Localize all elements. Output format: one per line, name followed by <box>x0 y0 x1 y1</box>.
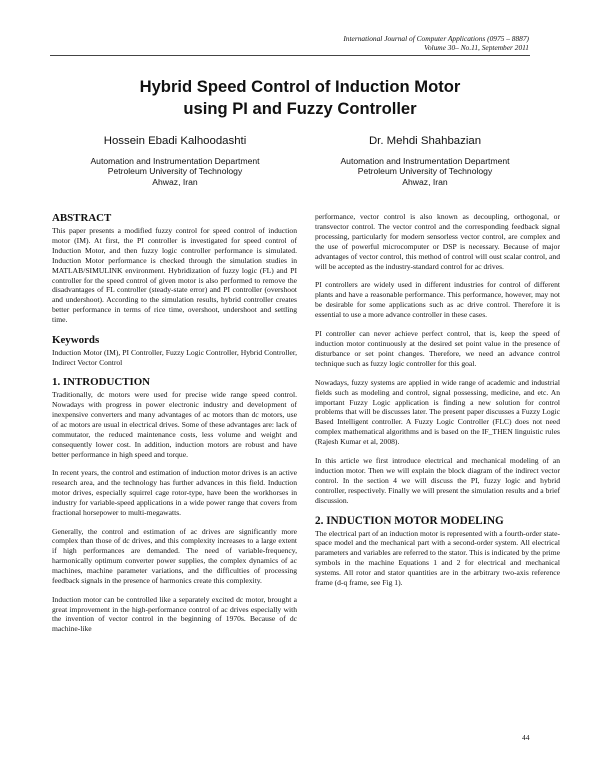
author-name: Hossein Ebadi Kalhoodashti <box>103 135 247 147</box>
body-paragraph: PI controller can never achieve perfect control, that is, keep the speed of induction motor continuously at the desired set point value in the presence of disturbance or set point changes. Therefore, we need an advance control technique such as fuzzy logic controller for this goal. <box>315 329 560 368</box>
body-paragraph: performance, vector control is also known as decoupling, orthogonal, or transvector control. The vector control and the corresponding feedback signal processing, particularly for modern sensorless vector control, are complex and the use of powerful microcomputer or DSP is necessary. Because of major advantages of vector control, this method of control will oust scalar control, and will be accepted as the industry-standard control for ac drives. <box>315 212 560 271</box>
author-block-1 <box>55 135 295 187</box>
page-number: 44 <box>522 733 530 742</box>
title-line-1: Hybrid Speed Control of Induction Motor <box>139 77 461 96</box>
journal-header <box>343 34 529 52</box>
intro-paragraph: Generally, the control and estimation of ac drives are significantly more complex than those of dc drives, and this complexity increases to a large extent if high performances are demanded. The need of variable-frequency, harmonically optimum converter power supplies, the complex dynamics of ac machines, machine parameter variations, and the difficulties of processing feedback signals in the presence of harmonics create this complexity. <box>52 526 297 586</box>
keywords-text: Induction Motor (IM), PI Controller, Fuzzy Logic Controller, Hybrid Controller, Indirect Vector Control <box>52 347 297 367</box>
intro-paragraph: In recent years, the control and estimation of induction motor drives is an active research area, and the technology has further advances in this field. Induction motor drives, especially squirrel cage rotor-type, have been the workhorses in industry for variable-speed applications in a wide power range that covers from fractional horsepower to multi-megawatts. <box>52 468 297 517</box>
author-university: Petroleum University of Technology <box>357 166 493 177</box>
author-name: Dr. Mehdi Shahbazian <box>368 135 482 147</box>
body-paragraph: Nowadays, fuzzy systems are applied in wide range of academic and industrial fields such as modeling and control, signal possessing, medicine, and etc. An important Fuzzy Logic application is finding a new solution for control problems that will be discusses later. The present paper discusses a Fuzzy Logic Based Intelligent controller. A Fuzzy Logic Controller (FLC) does not need complex mathematical algorithms and is based on the IF_THEN linguistic rules (Rajesh Kumar et al, 2008). <box>315 377 560 447</box>
paper-title <box>50 76 550 120</box>
right-column <box>315 212 560 597</box>
body-paragraph: PI controllers are widely used in different industries for control of different plants and have a reasonable performance. This performance, however, may not be desirable for some applications such as ac drive control. Therefore it is essential to use a more advance controller in these cases. <box>315 280 560 320</box>
author-city: Ahwaz, Iran <box>402 176 448 187</box>
title-line-2: using PI and Fuzzy Controller <box>183 99 417 118</box>
author-department: Automation and Instrumentation Department <box>340 156 510 166</box>
section2-heading: 2. INDUCTION MOTOR MODELING <box>315 514 504 527</box>
intro-paragraph: Induction motor can be controlled like a separately excited dc motor, brought a great improvement in the high-performance control of ac drives especially with the invention of vector control in the beginning of 1970s. Because of dc machine-like <box>52 594 297 634</box>
author-city: Ahwaz, Iran <box>152 176 198 187</box>
keywords-heading: Keywords <box>52 333 100 346</box>
abstract-text: This paper presents a modified fuzzy control for speed control of induction motor (IM). At first, the PI controller is investigated for speed control of Induction Motor, and then fuzzy logic controller performance is simulated. Induction Motor performance is checked through the simulation studies in MATLAB/SIMULINK environment. Hybridization of fuzzy logic (FL) and PI controller for the speed control of given motor is also performed to remove the disadvantages of FL controller (steady-state error) and PI controller (overshoot and undershoot). According to the simulation results, hybrid controller creates better performance in terms of rice time, overshoot, undershoot and settling time. <box>52 226 297 325</box>
intro-paragraph: Traditionally, dc motors were used for precise wide range speed control. Nowadays with progress in power electronic industry and development of inexpensive converters and many advantages of ac motors than dc motors, use of ac motors are usual in electrical drives. Some of these advantages are: lack of commutator, the reduced maintenance costs, less volume and weight and consequently lower cost. In addition, induction motors are robust and have better performance in high speed and torque. <box>52 390 297 459</box>
introduction-heading: 1. INTRODUCTION <box>52 376 151 389</box>
left-column <box>52 212 297 643</box>
header-divider <box>50 55 530 56</box>
body-paragraph: In this article we first introduce electrical and mechanical modeling of an induction motor. Then we will explain the block diagram of the indirect vector control. In the section 4 we will discuss the PI, fuzzy logic and hybrid controller, respectively. Finally we will present the simulation results and a brief discussion. <box>315 456 560 505</box>
journal-name: International Journal of Computer Applications (0975 – 8887) <box>343 34 529 43</box>
author-department: Automation and Instrumentation Department <box>90 156 260 166</box>
abstract-heading: ABSTRACT <box>52 212 112 224</box>
author-block-2 <box>305 135 545 187</box>
journal-volume: Volume 30– No.11, September 2011 <box>424 43 529 53</box>
author-university: Petroleum University of Technology <box>107 166 243 177</box>
section2-paragraph: The electrical part of an induction motor is represented with a fourth-order state-space model and the mechanical part with a second-order system. All electrical parameters and variables are referred to the stator. This is indicated by the prime symbols in the machine Equations 1 and 2 for electrical and mechanical systems. All rotor and stator quantities are in the arbitrary two-axis reference frame (d-q frame, see Fig 1). <box>315 528 561 588</box>
